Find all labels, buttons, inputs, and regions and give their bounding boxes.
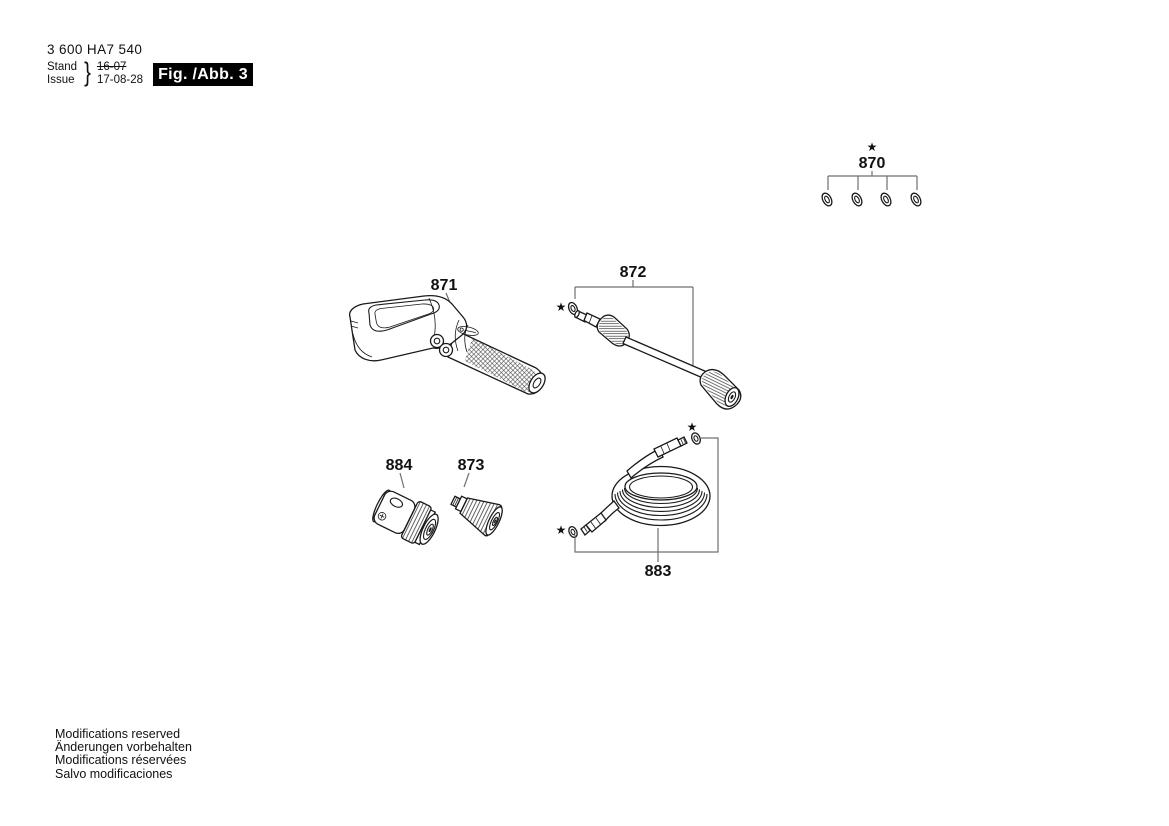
part-label-870: 870	[858, 155, 886, 172]
part-870-oring-set	[820, 140, 923, 207]
gun-grip-barrel	[448, 330, 548, 396]
stand-date: 16-07	[97, 61, 127, 73]
part-884-leader	[400, 473, 404, 488]
hose-end-bottom	[556, 501, 619, 539]
stand-label: Stand	[47, 61, 78, 73]
part-label-883: 883	[644, 563, 672, 580]
hose-coil	[612, 467, 710, 526]
document-number: 3 600 HA7 540	[47, 42, 143, 57]
notice-de: Änderungen vorbehalten	[55, 740, 192, 755]
lance-coupling	[700, 370, 742, 409]
part-label-871: 871	[430, 277, 458, 294]
o-ring	[820, 192, 834, 208]
part-label-872: 872	[619, 264, 647, 281]
optional-star-883-bottom: ★	[555, 523, 567, 537]
issue-label: Issue	[47, 74, 75, 86]
notice-en: Modifications reserved	[55, 727, 181, 741]
o-ring	[879, 192, 893, 208]
revision-brace: }	[84, 57, 91, 87]
issue-date: 17-08-28	[97, 74, 144, 86]
optional-star-883-top: ★	[686, 420, 698, 434]
part-870-bracket	[828, 171, 917, 190]
part-label-873: 873	[457, 457, 485, 474]
part-871-spray-gun	[350, 277, 549, 396]
modifications-notice	[55, 728, 192, 781]
part-label-884: 884	[385, 457, 413, 474]
part-883-hose	[556, 420, 718, 580]
part-873-nozzle	[445, 457, 506, 538]
part-884-coupling	[369, 457, 444, 550]
o-ring	[909, 192, 923, 208]
lance-tube	[623, 337, 707, 379]
optional-star-872: ★	[555, 300, 567, 314]
notice-fr: Modifications réservées	[55, 753, 187, 768]
o-ring	[850, 192, 864, 208]
o-ring	[567, 525, 578, 538]
part-873-leader	[464, 473, 469, 487]
notice-es: Salvo modificaciones	[55, 766, 173, 781]
optional-star-870: ★	[866, 140, 878, 154]
figure-label: Fig. /Abb. 3	[153, 63, 253, 86]
gun-knob	[440, 344, 453, 357]
part-872-lance	[556, 264, 742, 409]
